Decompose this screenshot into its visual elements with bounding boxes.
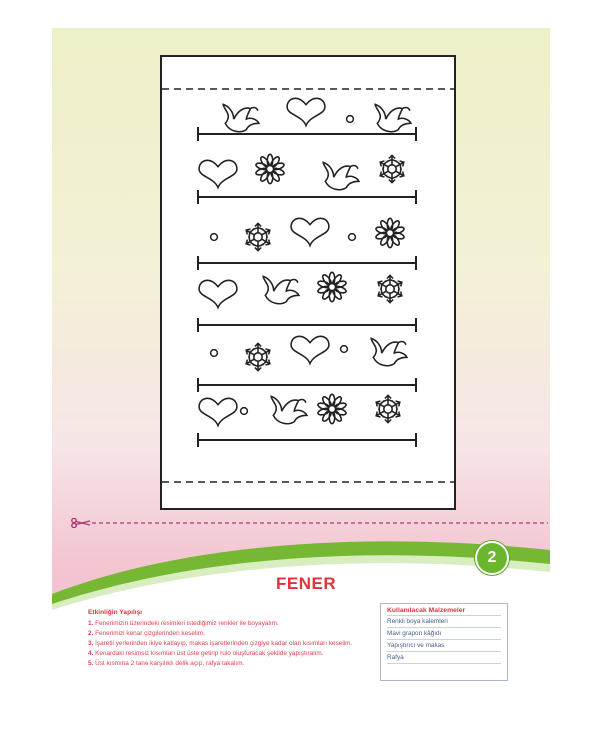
instruction-step: 4. Kenardaki resimsiz kısımları üst üste getirip rulo oluşturacak şekilde yapıştıralım. (88, 650, 324, 657)
page-title: FENER (276, 574, 337, 593)
dove-icon (371, 338, 407, 365)
lantern-drawing (162, 57, 454, 508)
dot-icon (341, 346, 348, 353)
dove-icon (375, 104, 411, 131)
material-item: Rafya (387, 652, 501, 664)
dove-icon (271, 396, 307, 423)
flower-icon (255, 154, 285, 183)
instruction-step: 1. Fenerimizin üzerindeki resimleri istediğimiz renkler ile boyayalım. (88, 620, 279, 627)
dot-icon (349, 234, 356, 241)
cut-line (198, 256, 416, 270)
instructions-heading: Etkinliğin Yapılışı (88, 609, 143, 616)
scissor-cut-line (70, 518, 550, 528)
dot-icon (211, 234, 218, 241)
heart-icon (199, 280, 237, 307)
heart-icon (291, 336, 329, 363)
dove-icon (323, 162, 359, 189)
instruction-step: 5. Üst kısmına 2 tane karşılıklı delik açıp, rafya takalım. (88, 660, 245, 667)
heart-icon (291, 218, 329, 245)
snowflake-icon (374, 395, 403, 422)
flower-icon (375, 218, 405, 247)
snowflake-icon (378, 155, 407, 182)
materials-box (380, 603, 508, 681)
cut-line (198, 433, 416, 447)
cut-line (198, 318, 416, 332)
page-number-badge: 2 (475, 541, 509, 575)
material-item: Renkli boya kalemleri (387, 616, 501, 628)
instruction-step: 3. İşaretli yerlerinden ikiye katlayıp, makas işaretlerinden çizgiye kadar olan kısımları keselim. (88, 640, 353, 647)
heart-icon (199, 398, 237, 425)
material-item: Mavi grapon kâğıdı (387, 628, 501, 640)
snowflake-icon (376, 275, 405, 302)
snowflake-icon (244, 223, 273, 250)
dot-icon (347, 116, 354, 123)
flower-icon (317, 394, 347, 423)
cut-line (198, 190, 416, 204)
dot-icon (211, 350, 218, 357)
material-item: Yapıştırıcı ve makas (387, 640, 501, 652)
heart-icon (199, 160, 237, 187)
scissors-icon (72, 518, 90, 527)
instruction-step: 2. Fenerimizi kenar çizgilerinden keselim. (88, 630, 205, 637)
materials-heading: Kullanılacak Malzemeler (387, 607, 501, 616)
heart-icon (287, 98, 325, 125)
dove-icon (223, 104, 259, 131)
cut-line (198, 378, 416, 392)
instruction-list (88, 619, 388, 669)
dot-icon (241, 408, 248, 415)
dove-icon (263, 276, 299, 303)
snowflake-icon (244, 343, 273, 370)
lantern-cutout (160, 55, 456, 510)
flower-icon (317, 272, 347, 301)
instructions-section (88, 608, 388, 669)
